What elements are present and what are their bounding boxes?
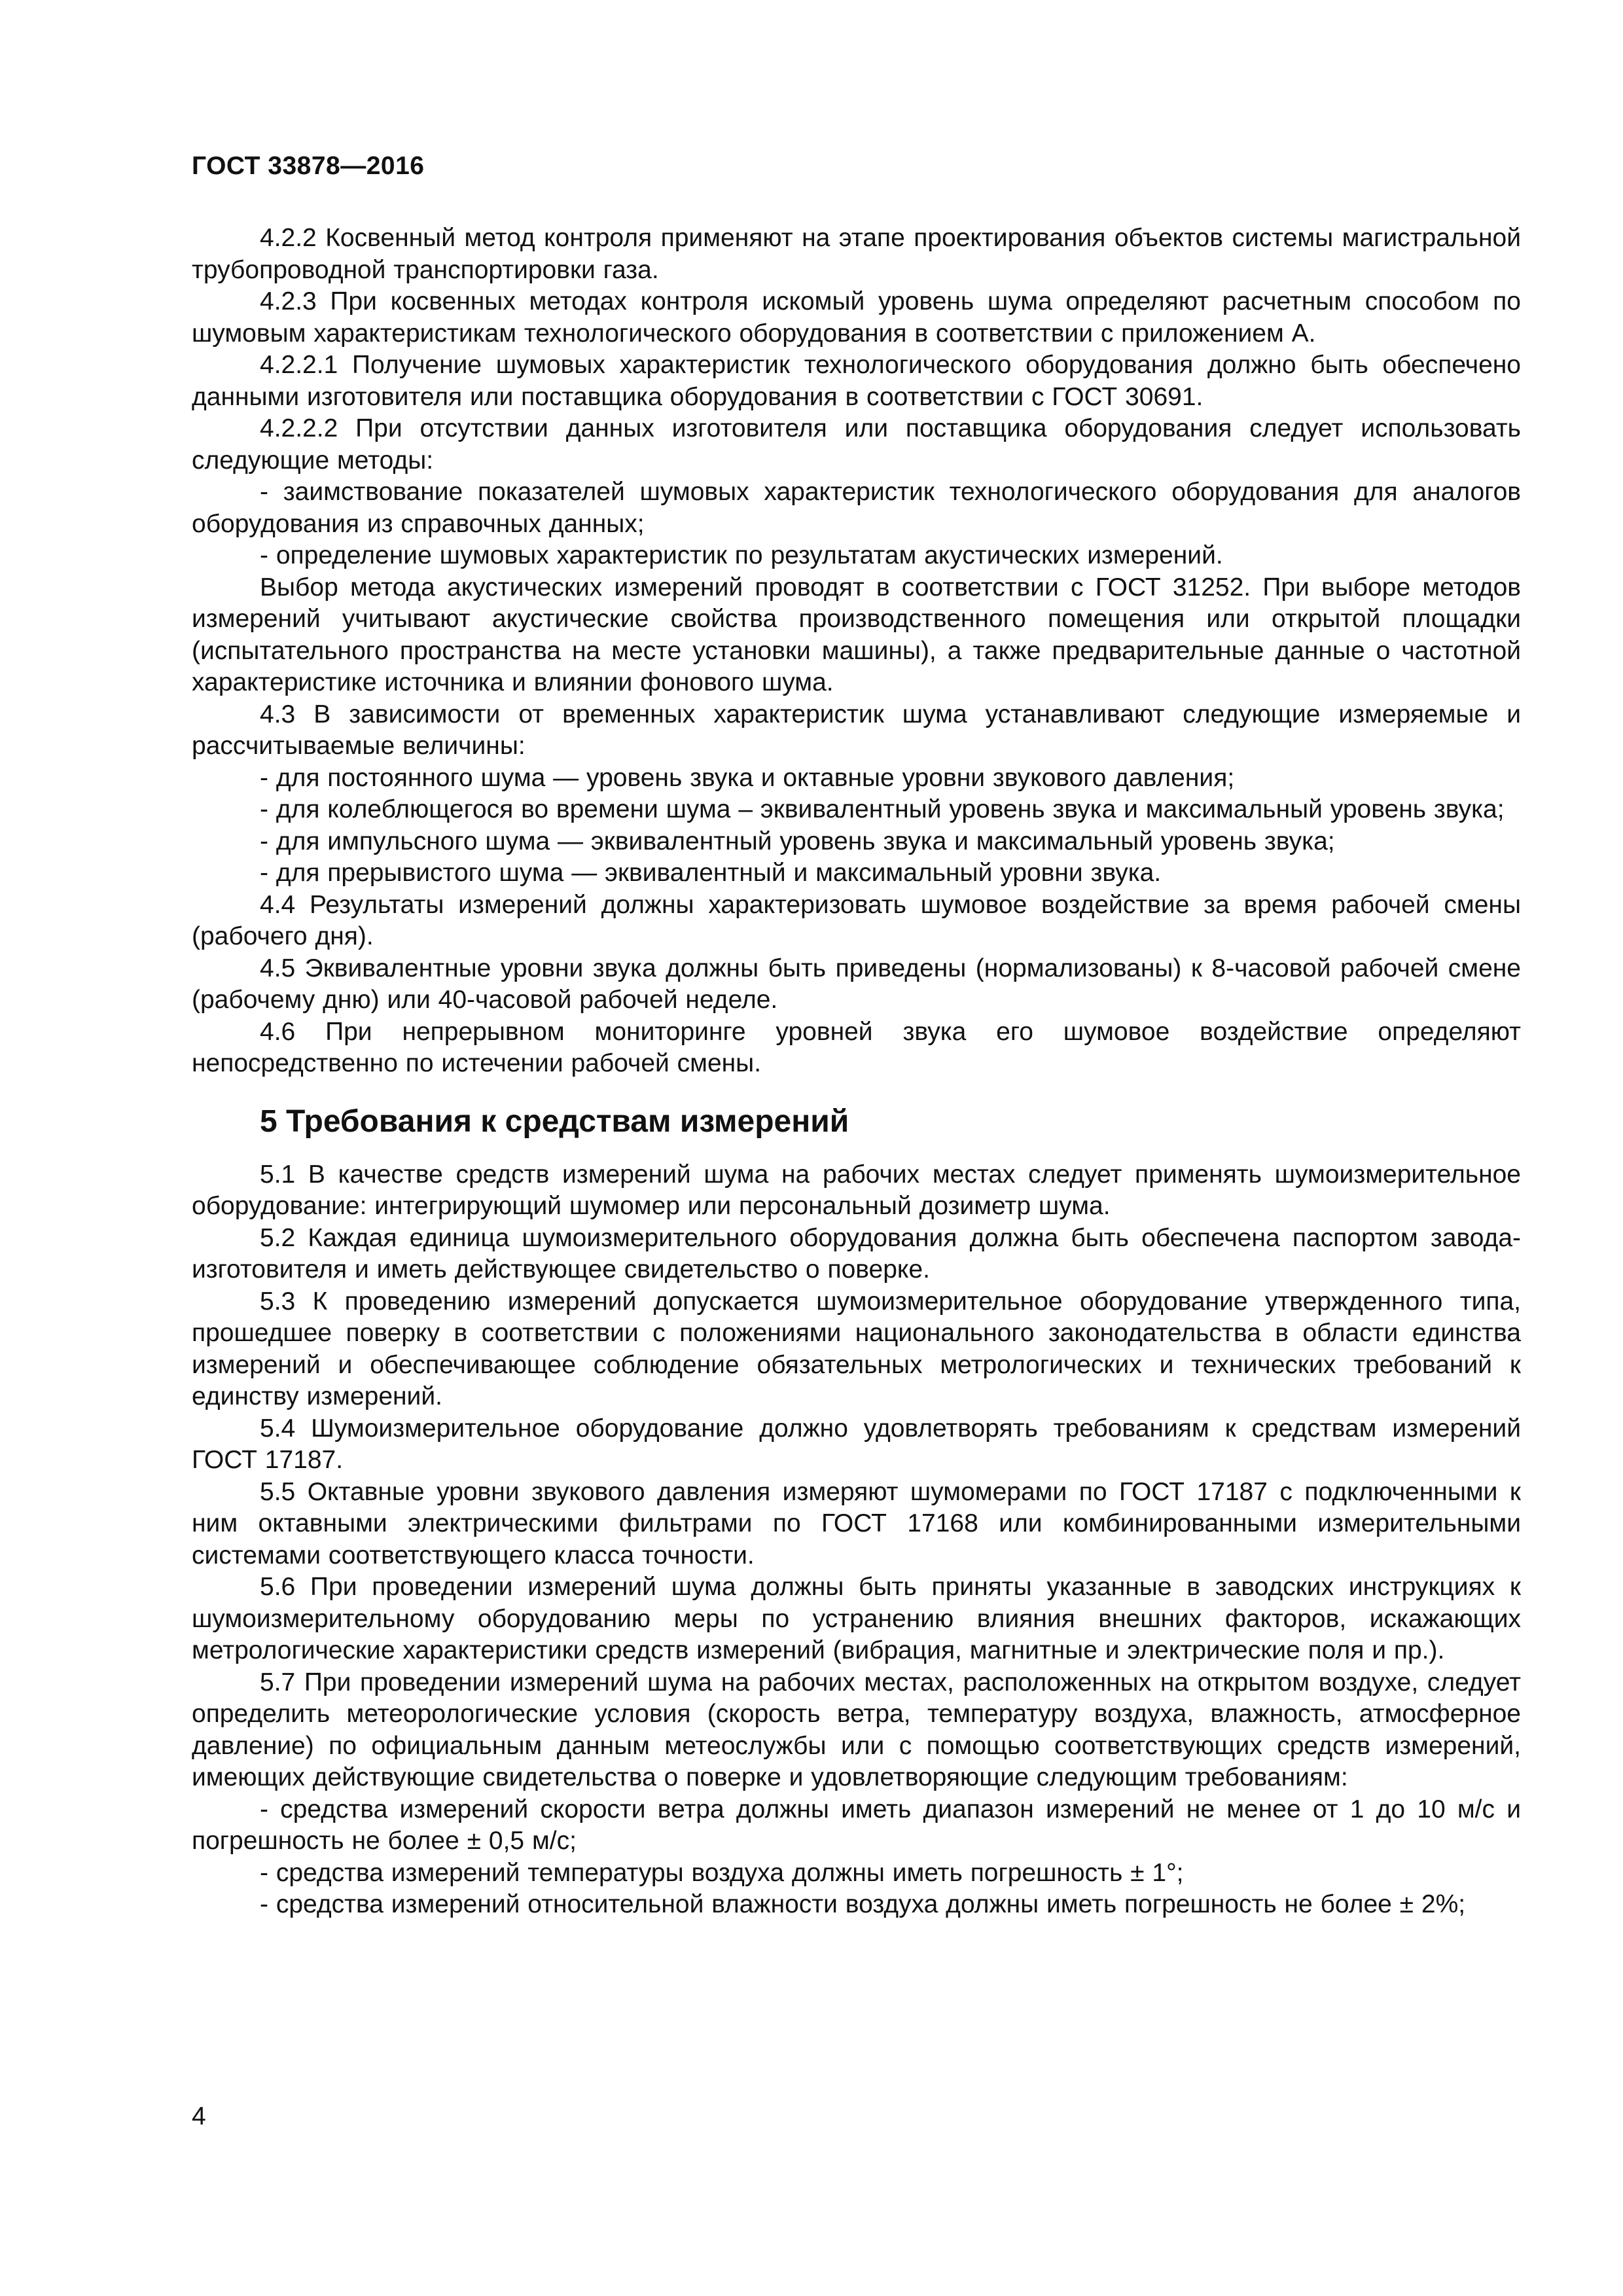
paragraph: 4.2.2.2 При отсутствии данных изготовителя или поставщика оборудования следует использовать следующие методы: [192, 414, 1521, 475]
paragraph: 4.5 Эквивалентные уровни звука должны быть приведены (нормализованы) к 8-часовой рабочей смене (рабочему дню) или 40-часовой рабочей неделе. [192, 954, 1521, 1014]
paragraph: 4.3 В зависимости от временных характеристик шума устанавливают следующие измеряемые и рассчитываемые величины: [192, 700, 1521, 760]
paragraph: - для прерывистого шума — эквивалентный и максимальный уровни звука. [260, 859, 1162, 887]
paragraph: 5.6 При проведении измерений шума должны быть приняты указанные в заводских инструкциях к шумоизмерительному оборудованию меры по устранению влияния внешних факторов, искажающих метрологические характеристики средств измерений (вибрация, магнитные и электрические поля и пр.). [192, 1573, 1521, 1664]
paragraph: 5.7 При проведении измерений шума на рабочих местах, расположенных на открытом воздухе, следует определить метеорологические условия (скорость ветра, температуру воздуха, влажность, атмосферное давление) по официальным данным метеослужбы или с помощью соответствующих средств измерений, имеющих действующие свидетельства о поверке и удовлетворяющие следующим требованиям: [192, 1668, 1521, 1791]
paragraph: - средства измерений скорости ветра должны иметь диапазон измерений не менее от 1 до 10 м/с и погрешность не более ± 0,5 м/с; [192, 1795, 1521, 1855]
paragraph: - для импульсного шума — эквивалентный уровень звука и максимальный уровень звука; [260, 827, 1335, 855]
paragraph: 4.2.3 При косвенных методах контроля искомый уровень шума определяют расчетным способом по шумовым характеристикам технологического оборудования в соответствии с приложением А. [192, 287, 1521, 348]
paragraph: Выбор метода акустических измерений проводят в соответствии с ГОСТ 31252. При выборе методов измерений учитывают акустические свойства производственного помещения или открытой площадки (испытательного пространства на месте установки машины), а также предварительные данные о частотной характеристике источника и влиянии фонового шума. [192, 573, 1521, 696]
paragraph: - заимствование показателей шумовых характеристик технологического оборудования для аналогов оборудования из справочных данных; [192, 478, 1521, 538]
page-number: 4 [192, 2102, 206, 2130]
paragraph: 4.6 При непрерывном мониторинге уровней звука его шумовое воздействие определяют непосредственно по истечении рабочей смены. [192, 1017, 1521, 1077]
document-header: ГОСТ 33878—2016 [192, 152, 425, 180]
paragraph: - средства измерений температуры воздуха должны иметь погрешность ± 1°; [260, 1858, 1184, 1887]
paragraph: 5.1 В качестве средств измерений шума на рабочих местах следует применять шумоизмерительное оборудование: интегрирующий шумомер или персональный дозиметр шума. [192, 1160, 1521, 1220]
paragraph: 5.5 Октавные уровни звукового давления измеряют шумомерами по ГОСТ 17187 с подключенными к ним октавными электрическими фильтрами по ГОСТ 17168 или комбинированными измерительными системами соответствующего класса точности. [192, 1477, 1521, 1570]
paragraph: - для постоянного шума — уровень звука и октавные уровни звукового давления; [260, 763, 1235, 792]
paragraph: 5.2 Каждая единица шумоизмерительного оборудования должна быть обеспечена паспортом завода-изготовителя и иметь действующее свидетельство о поверке. [192, 1223, 1521, 1283]
section-heading: 5 Требования к средствам измерений [260, 1103, 849, 1139]
paragraph: - определение шумовых характеристик по результатам акустических измерений. [260, 541, 1223, 569]
paragraph: 4.2.2 Косвенный метод контроля применяют на этапе проектирования объектов системы магистральной трубопроводной транспортировки газа. [192, 224, 1521, 284]
paragraph: 5.3 К проведению измерений допускается шумоизмерительное оборудование утвержденного типа, прошедшее поверку в соответствии с положениями национального законодательства в области единства измерений и обеспечивающее соблюдение обязательных метрологических и технических требований к единству измерений. [192, 1287, 1521, 1410]
paragraph: 4.4 Результаты измерений должны характеризовать шумовое воздействие за время рабочей смены (рабочего дня). [192, 890, 1521, 950]
paragraph: 4.2.2.1 Получение шумовых характеристик технологического оборудования должно быть обеспечено данными изготовителя или поставщика оборудования в соответствии с ГОСТ 30691. [192, 351, 1521, 411]
paragraph: - средства измерений относительной влажности воздуха должны иметь погрешность не более ± 2%; [260, 1890, 1466, 1918]
document-body [192, 223, 1521, 1921]
paragraph: - для колеблющегося во времени шума – эквивалентный уровень звука и максимальный уровень звука; [260, 795, 1505, 823]
paragraph: 5.4 Шумоизмерительное оборудование должно удовлетворять требованиям к средствам измерений ГОСТ 17187. [192, 1414, 1521, 1474]
